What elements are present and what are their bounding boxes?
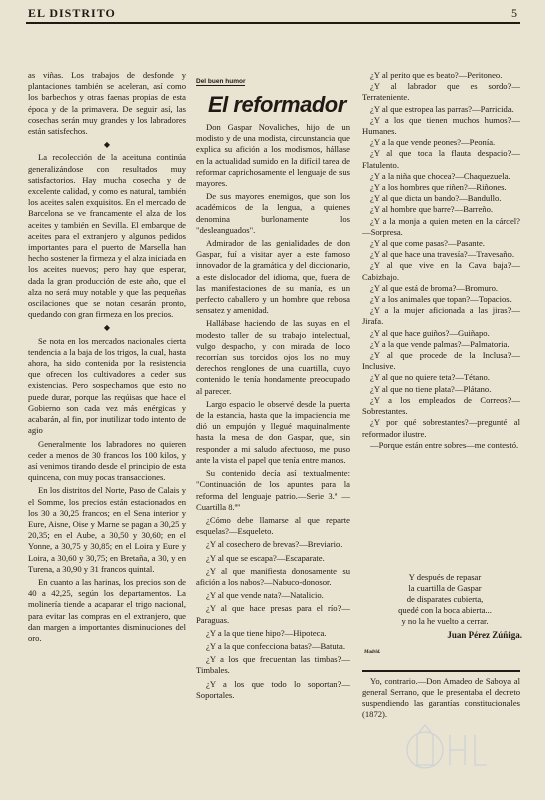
paragraph: ¿Y a la monja a quien meten en la cárcel?—Sorpresa. [362, 215, 520, 237]
paragraph: ¿Y al que vende nata?—Natalicio. [206, 590, 324, 601]
paragraph: as viñas. Los trabajos de desfonde y plantaciones también se aceleran, así como los barbechos y otras faenas propias de esta época y de la primavera. De seguir así, las cosechas serán muy grandes y los labradores están satisfechos. [28, 70, 186, 137]
paragraph: ¿Y a la mujer aficionada a las jiras?—Jirafa. [362, 305, 520, 327]
paragraph: ¿Y al que hace una travesía?—Travesaño. [370, 249, 514, 260]
column-1 [28, 70, 186, 646]
paragraph: ¿Y al que está de broma?—Bromuro. [370, 282, 499, 293]
poem-line: y no la he vuelto a cerrar. [401, 616, 489, 626]
paragraph: ¿Y al que vive en la Cava baja?—Cabizbajo. [362, 260, 520, 282]
paragraph: Don Gaspar Novaliches, hijo de un modisto y de una modista, circunstancia que explica su afición a los modismos, hállase en la actualidad sumido en la difícil tarea de reformar caprichosamente el lenguaje de sus mayores. [196, 122, 350, 189]
poem-line: la cuartilla de Gaspar [408, 583, 482, 593]
paragraph: ¿Y al labrador que es sordo?—Terrateniente. [362, 81, 520, 103]
poem [375, 572, 515, 627]
paragraph: ¿Cómo debe llamarse al que reparte esquelas?—Esqueleto. [196, 514, 350, 537]
paragraph: ¿Y a la que confecciona batas?—Batuta. [206, 640, 346, 651]
paragraph: Su contenido decía así textualmente: "Continuación de los apuntes para la reforma del lenguaje patrio.—Serie 3.ª —Cuartilla 8.ª" [196, 468, 350, 512]
paragraph: ¿Y al que dicta un bando?—Bandullo. [370, 193, 502, 204]
paragraph: ¿Y a los empleados de Correos?—Sobrestantes. [362, 394, 520, 417]
column-3 [362, 70, 520, 451]
paragraph: ¿Y a los animales que topan?—Topacios. [370, 294, 512, 305]
header-rule [26, 22, 520, 24]
paragraph: ¿Y al hombre que barre?—Barreño. [370, 204, 494, 215]
paragraph: ¿Y al perito que es beato?—Peritoneo. [370, 70, 503, 80]
separator-diamond: ◆ [103, 140, 111, 150]
paragraph: ¿Y a la niña que chocea?—Chaquezuela. [370, 170, 511, 181]
paragraph: ¿Y a los hombres que riñen?—Riñones. [370, 182, 507, 193]
paragraph: En los distritos del Norte, Paso de Calais y el Somme, los precios están estacionados en los 30 a 30,25 francos; en el Sena interior y Eure, Aisne, Oise y Marne se pagan a 30,25 y 20,35; en el Aube, a 30,50 y 30,60; en el Yonne, a 30,75 y 30,85; en el Loira y Eure y Loira, a 30,60 y 30,75; en Bretaña, a 30, y en Turena, a 30,90 y 31 francos quintal. [28, 485, 186, 574]
paragraph: ¿Y al cosechero de brevas?—Breviario. [206, 539, 343, 550]
paragraph: ¿Y al que manifiesta donosamente su afición a los nabos?—Nabuco-donosor. [196, 565, 350, 587]
paragraph: ¿Y al que estropea las parras?—Parricida. [370, 103, 514, 114]
paragraph: Largo espacio le observé desde la puerta de la estancia, hasta que la impaciencia me dió un empujón y llegué maquinalmente hasta la mesa de don Gaspar, que, sin responder a mi saludo afectuoso, me puso ante la vista el papel que tenía entre manos. [196, 398, 350, 465]
paragraph: —Porque están entre sobres—me contestó. [370, 439, 519, 450]
poem-line: quedé con la boca abierta... [398, 605, 492, 615]
page-number: 5 [511, 6, 518, 20]
paragraph: ¿Y al que no quiere teta?—Tétano. [370, 372, 490, 383]
poem-line: de disparates cubierta, [406, 594, 484, 604]
paragraph: ¿Y al que se escapa?—Escaparate. [206, 552, 325, 563]
paragraph: ¿Y al que toca la flauta despacio?—Flatulento. [362, 148, 520, 170]
library-stamp-watermark [405, 705, 515, 795]
author-signature: Juan Pérez Zúñiga. [447, 630, 522, 640]
paragraph: Se nota en los mercados nacionales cierta tendencia a la baja de los trigos, la cual, hasta ahora, ha sido contenida por la resistencia que ofrecen los cultivadores a ceder sus existencias. Pero sospechamos que esto no puede durar, porque las reqúisas que hace el Gobierno son cada vez más enérgicas y acabarán, al fin, por inutilizar todo intento de agio [28, 335, 186, 436]
closing-paragraph: Yo, contrario.—Don Amadeo de Saboya al general Serrano, que le presentaba el decreto suspendiendo las garantías constitucionales (1872). [362, 676, 520, 719]
paragraph: ¿Y por qué sobrestantes?—pregunté al reformador ilustre. [362, 417, 520, 439]
place-label: Madrid. [364, 650, 381, 655]
section-label: Del buen humor [196, 78, 246, 85]
paragraph: ¿Y a la que vende palmas?—Palmatoria. [370, 338, 510, 349]
paragraph: ¿Y a los que tienen muchos humos?—Humanes. [362, 114, 520, 137]
paragraph: ¿Y a la que vende peones?—Peonía. [370, 137, 496, 148]
paragraph: En cuanto a las harinas, los precios son de 40 a 42,25, según los departamentos. La molinería tiende a acaparar el trigo nacional, para evitar las compras en el extranjero, que dan margen a importantes disminuciones del oro. [28, 576, 186, 643]
paragraph: ¿Y al que procede de la Inclusa?—Inclusive. [362, 350, 520, 372]
paragraph: ¿Y al que come pasas?—Pasante. [370, 238, 485, 249]
article-title: El reformador [208, 92, 346, 117]
paragraph: La recolección de la aceituna continúa generalizándose con resultados muy satisfactorios. Hay mucha cosecha y de excelente calidad, y como es natural, también los aceites salen exquisitos. En el mercado de Barcelona se ve francamente el alza de los aceites y también en Sevilla. El embarque de aceites para el extranjero y algunos pedidos importantes para el puerto de Marsella han hecho sostener la firmeza y el alza iniciada en los aceites nuevos; pero hay que esperar, dada la gran producción de este año, que el alza no será muy notable y que las pequeñas oscilaciones que se notan cesarán pronto, quedando con gran firmeza en los precios. [28, 152, 186, 320]
paragraph: ¿Y al que hace presas para el río?—Paraguas. [196, 603, 350, 625]
newspaper-title: EL DISTRITO [28, 6, 116, 20]
paragraph: Hallábase haciendo de las suyas en el modesto taller de su trabajo intelectual, vulgo despacho, y con mirada de loco recorrían sus torcidos ojos los no muy derechos renglones de una cuartilla, cuyo contenido le tenía hondamente preocupado al parecer. [196, 318, 350, 396]
section-divider [362, 670, 520, 672]
paragraph: ¿Y a los que frecuentan las timbas?—Timbales. [196, 654, 350, 676]
poem-line: Y después de repasar [408, 572, 482, 582]
paragraph: ¿Y a la que tiene hipo?—Hipoteca. [206, 627, 327, 638]
page-header [28, 6, 518, 22]
paragraph: ¿Y al que no tiene plata?—Plátano. [370, 383, 492, 394]
column-2 [196, 122, 350, 703]
paragraph: De sus mayores enemigos, que son los académicos de la lengua, a quienes denomina burlonamente los "desleanguados". [196, 191, 350, 235]
paragraph: ¿Y a los que todo lo soportan?—Soportales. [196, 678, 350, 700]
separator-diamond: ◆ [103, 323, 111, 333]
paragraph: Admirador de las genialidades de don Gaspar, fuí a visitar ayer a este famoso innovador de la gramática y del diccionario, a este dislocador del idioma, que, fuera de las manifestaciones de su manía, es un perfecto caballero y un hombre que rebosa sensatez y amenidad. [196, 238, 350, 316]
paragraph: ¿Y al que hace guiños?—Guiñapo. [370, 327, 490, 338]
paragraph: Generalmente los labradores no quieren ceder a menos de 30 francos los 100 kilos, y así venimos tirando desde el principio de esta quincena, con muy pocas transacciones. [28, 438, 186, 483]
